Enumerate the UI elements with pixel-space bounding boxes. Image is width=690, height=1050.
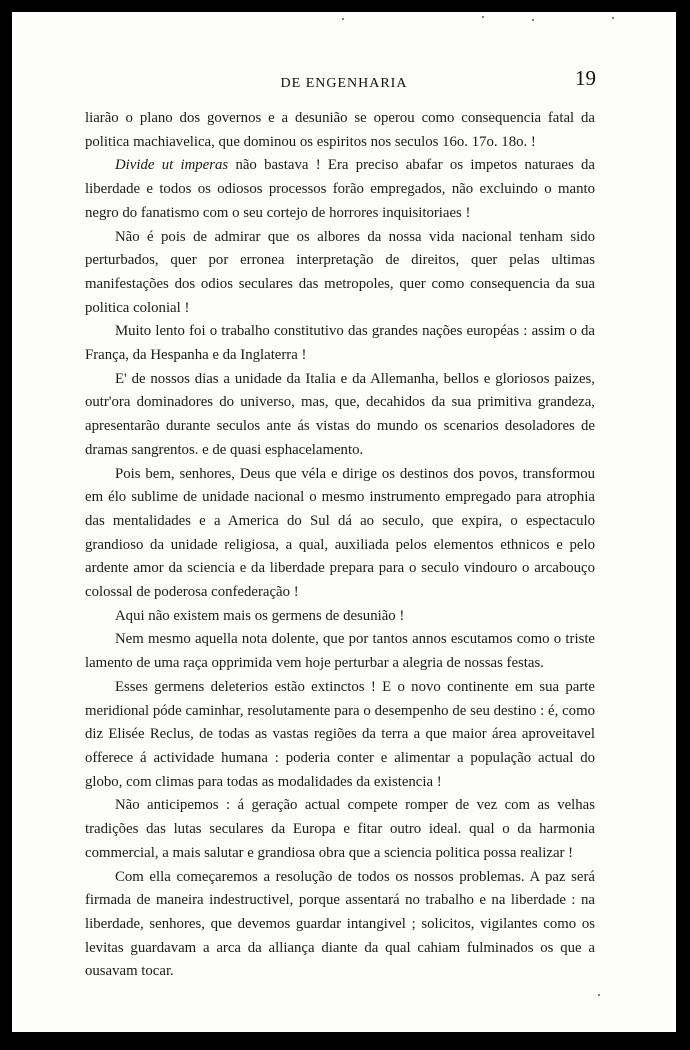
paragraph: [85, 320, 595, 367]
page-number: 19: [575, 66, 596, 90]
paragraph-text: Com ella começaremos a resolução de todos os nossos problemas. A paz será firmada de maneira indestructivel, porque assentará no trabalho e na liberdade : na liberdade, senhores, que devemos guardar intangivel ; solicitos, vigilantes como os levitas guardavam a arca da alliança diante da qual cahiam fulminados os que a ousavam tocar.: [85, 868, 595, 980]
paragraph-text: Pois bem, senhores, Deus que véla e dirige os destinos dos povos, transformou em élo sublime de unidade nacional o mesmo instrumento empregado para atrophia das mentalidades e a America do Sul dá ao seculo, que expira, o espectaculo grandioso da unidade religiosa, a qual, auxiliada pelos elementos ethnicos e pelo ardente amor da sciencia e da liberdade prepara para o seculo vindouro o arcabouço colossal de poderosa confederação !: [85, 465, 595, 601]
paragraph-text: E' de nossos dias a unidade da Italia e da Allemanha, bellos e gloriosos paizes, outr'ora dominadores do universo, mas, que, decahidos da sua primitiva grandeza, apresentarão durante seculos ante ás vistas do mundo os scenarios desoladores de dramas sangrentos. e de quasi esphacelamento.: [85, 370, 595, 458]
paragraph: [85, 866, 595, 985]
paragraph-text: Muito lento foi o trabalho constitutivo das grandes nações européas : assim o da França, da Hespanha e da Inglaterra !: [85, 323, 595, 364]
paragraph: [85, 463, 595, 605]
paragraph-text: Não é pois de admirar que os albores da nossa vida nacional tenham sido perturbados, quer por erronea interpretação de direitos, quer pelas ultimas manifestações dos odios seculares das metropoles, quer como consequencia da sua politica colonial !: [85, 228, 595, 316]
scan-speck: [612, 17, 614, 19]
scan-speck: [342, 18, 344, 20]
paragraph-text: Aqui não existem mais os germens de desunião !: [115, 607, 405, 624]
paragraph-text: Não anticipemos : á geração actual compete romper de vez com as velhas tradições das lutas seculares da Europa e fitar outro ideal. qual o da harmonia commercial, a mais salutar e grandiosa obra que a sciencia politica possa realizar !: [85, 797, 595, 861]
scan-speck: [482, 16, 484, 18]
paragraph-text: não bastava ! Era preciso abafar os impetos naturaes da liberdade e todos os odiosos processos forão empregados, não excluindo o manto negro do fanatismo com o seu cortejo de horrores inquisitoriaes !: [85, 157, 595, 221]
page-header: [12, 64, 676, 104]
scan-speck: [598, 994, 600, 996]
scan-speck: [532, 19, 534, 21]
body-text: [85, 107, 595, 984]
paragraph-text: liarão o plano dos governos e a desunião se operou como consequencia fatal da politica machiavelica, que dominou os espiritos nos seculos 16o. 17o. 18o. !: [85, 110, 595, 150]
paragraph-text: Nem mesmo aquella nota dolente, que por tantos annos escutamos como o triste lamento de uma raça opprimida vem hoje perturbar a alegria de nossas festas.: [85, 631, 595, 672]
paragraph: [85, 628, 595, 675]
paragraph-text: Esses germens deleterios estão extinctos ! E o novo continente em sua parte meridional póde caminhar, resolutamente para o desempenho de seu destino : é, como diz Elisée Reclus, de todas as vastas regiões da terra a que maior área aproveitavel offerece á actividade humana : poderia conter e alimentar a população actual do globo, com climas para todas as modalidades da existencia !: [85, 678, 595, 790]
paragraph: [85, 368, 595, 463]
paragraph: [85, 794, 595, 865]
paragraph: [85, 226, 595, 321]
paragraph: [85, 107, 595, 154]
latin-motto: Divide ut imperas: [115, 157, 229, 174]
paragraph: [85, 676, 595, 795]
paragraph: [85, 605, 595, 629]
document-page: [12, 12, 676, 1032]
running-title: DE ENGENHARIA: [280, 76, 408, 91]
paragraph: [85, 154, 595, 225]
